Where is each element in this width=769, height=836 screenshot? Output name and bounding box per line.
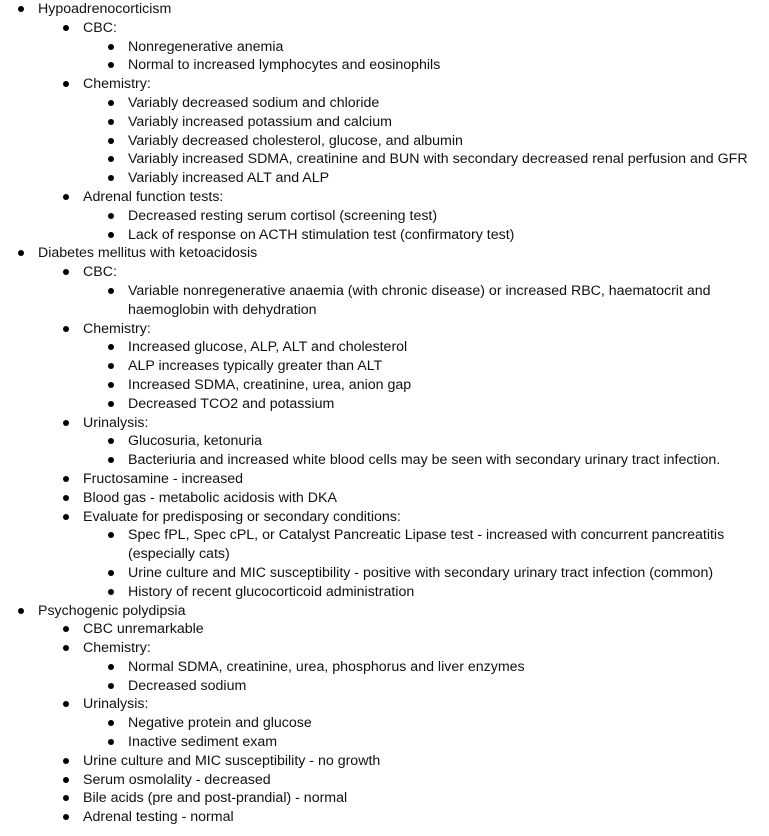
finding-item <box>0 338 769 357</box>
subsection-chemistry <box>0 75 769 94</box>
bullet-icon <box>63 25 69 31</box>
bullet-icon <box>108 232 114 238</box>
subsection-adrenal-testing-normal <box>0 808 769 827</box>
finding-item-text: Spec fPL, Spec cPL, or Catalyst Pancreatic Lipase test - increased with concurrent pancreatitis (especially cats) <box>128 527 725 563</box>
finding-item <box>0 376 769 395</box>
bullet-icon <box>63 269 69 275</box>
bullet-icon <box>63 476 69 482</box>
subsection-fructosamine-increased <box>0 470 769 489</box>
finding-item-text: Bacteriuria and increased white blood cells may be seen with secondary urinary tract infection. <box>128 452 721 469</box>
finding-item <box>0 432 769 451</box>
subsection-blood-gas-metabolic-acidosis-with-dka-text: Blood gas - metabolic acidosis with DKA <box>83 489 337 506</box>
bullet-icon <box>108 532 114 538</box>
bullet-icon <box>108 664 114 670</box>
section-diabetes-mellitus-with-ketoacidosis-text: Diabetes mellitus with ketoacidosis <box>38 245 258 262</box>
finding-item-text: Increased glucose, ALP, ALT and cholesterol <box>128 339 408 356</box>
subsection-chemistry-text: Chemistry: <box>83 76 151 93</box>
finding-item-text: Variably decreased cholesterol, glucose, and albumin <box>128 132 463 149</box>
subsection-urinalysis-text: Urinalysis: <box>83 696 149 713</box>
finding-item <box>0 714 769 733</box>
finding-item <box>0 132 769 151</box>
subsection-chemistry-text: Chemistry: <box>83 320 151 337</box>
finding-item-text: Variable nonregenerative anaemia (with chronic disease) or increased RBC, haematocrit and haemoglobin with dehydration <box>128 282 711 318</box>
bullet-icon <box>108 438 114 444</box>
finding-item <box>0 526 769 564</box>
bullet-icon <box>108 457 114 463</box>
subsection-urinalysis-text: Urinalysis: <box>83 414 149 431</box>
finding-item-text: Normal SDMA, creatinine, urea, phosphorus and liver enzymes <box>128 658 525 675</box>
bullet-icon <box>108 156 114 162</box>
section-psychogenic-polydipsia-text: Psychogenic polydipsia <box>38 602 186 619</box>
finding-item-text: Negative protein and glucose <box>128 715 312 732</box>
bullet-icon <box>63 777 69 783</box>
subsection-chemistry <box>0 639 769 658</box>
bullet-icon <box>108 44 114 50</box>
bullet-icon <box>108 213 114 219</box>
finding-item-text: Nonregenerative anemia <box>128 38 284 55</box>
subsection-chemistry-text: Chemistry: <box>83 640 151 657</box>
bullet-icon <box>18 250 24 256</box>
bullet-icon <box>63 814 69 820</box>
finding-item <box>0 150 769 169</box>
subsection-blood-gas-metabolic-acidosis-with-dka <box>0 489 769 508</box>
finding-item-text: Decreased TCO2 and potassium <box>128 395 335 412</box>
finding-item <box>0 38 769 57</box>
subsection-cbc-text: CBC: <box>83 19 117 36</box>
finding-item <box>0 282 769 320</box>
bullet-icon <box>108 100 114 106</box>
finding-item-text: Inactive sediment exam <box>128 734 278 751</box>
subsection-chemistry <box>0 320 769 339</box>
subsection-bile-acids-pre-and-post-prandial-normal <box>0 789 769 808</box>
section-hypoadrenocorticism-text: Hypoadrenocorticism <box>38 1 172 17</box>
finding-item-text: History of recent glucocorticoid administration <box>128 583 415 600</box>
bullet-icon <box>63 420 69 426</box>
finding-item-text: Urine culture and MIC susceptibility - positive with secondary urinary tract infection (common) <box>128 564 714 581</box>
bullet-icon <box>108 363 114 369</box>
subsection-adrenal-function-tests <box>0 188 769 207</box>
finding-item-text: Glucosuria, ketonuria <box>128 433 263 450</box>
bullet-icon <box>63 795 69 801</box>
bullet-icon <box>63 701 69 707</box>
subsection-urine-culture-and-mic-susceptibility-no--text: Urine culture and MIC susceptibility - no growth <box>83 752 381 769</box>
bullet-icon <box>63 194 69 200</box>
finding-item-text: Increased SDMA, creatinine, urea, anion gap <box>128 376 412 393</box>
subsection-cbc-unremarkable-text: CBC unremarkable <box>83 621 204 638</box>
subsection-serum-osmolality-decreased-text: Serum osmolality - decreased <box>83 771 271 788</box>
subsection-urinalysis <box>0 695 769 714</box>
subsection-adrenal-testing-normal-text: Adrenal testing - normal <box>83 809 234 826</box>
bullet-icon <box>63 514 69 520</box>
finding-item <box>0 583 769 602</box>
bullet-icon <box>108 589 114 595</box>
finding-item <box>0 451 769 470</box>
subsection-fructosamine-increased-text: Fructosamine - increased <box>83 470 244 487</box>
bullet-icon <box>108 138 114 144</box>
finding-item <box>0 564 769 583</box>
finding-item <box>0 677 769 696</box>
finding-item <box>0 94 769 113</box>
finding-item <box>0 226 769 245</box>
finding-item-text: Lack of response on ACTH stimulation test (confirmatory test) <box>128 226 515 243</box>
bullet-icon <box>18 6 24 12</box>
finding-item <box>0 733 769 752</box>
finding-item <box>0 658 769 677</box>
finding-item <box>0 113 769 132</box>
bullet-icon <box>18 608 24 614</box>
finding-item-text: Variably decreased sodium and chloride <box>128 94 380 111</box>
bullet-icon <box>63 758 69 764</box>
finding-item-text: Variably increased potassium and calcium <box>128 113 392 130</box>
bullet-icon <box>63 495 69 501</box>
bullet-icon <box>63 626 69 632</box>
section-psychogenic-polydipsia <box>0 602 769 621</box>
bullet-icon <box>63 81 69 87</box>
subsection-cbc-text: CBC: <box>83 264 117 281</box>
finding-item <box>0 207 769 226</box>
subsection-evaluate-for-predisposing-or-secondary-c-text: Evaluate for predisposing or secondary conditions: <box>83 508 401 525</box>
bullet-icon <box>108 683 114 689</box>
finding-item <box>0 56 769 75</box>
subsection-urine-culture-and-mic-susceptibility-no- <box>0 752 769 771</box>
finding-item-text: Decreased resting serum cortisol (screening test) <box>128 207 438 224</box>
finding-item-text: Decreased sodium <box>128 677 247 694</box>
bullet-icon <box>108 175 114 181</box>
bullet-icon <box>108 570 114 576</box>
finding-item <box>0 395 769 414</box>
finding-item <box>0 357 769 376</box>
subsection-urinalysis <box>0 414 769 433</box>
finding-item-text: Normal to increased lymphocytes and eosinophils <box>128 57 441 74</box>
finding-item-text: ALP increases typically greater than ALT <box>128 358 383 375</box>
bullet-icon <box>63 645 69 651</box>
subsection-cbc <box>0 263 769 282</box>
bullet-icon <box>63 326 69 332</box>
bullet-icon <box>108 119 114 125</box>
bullet-icon <box>108 401 114 407</box>
bullet-icon <box>108 288 114 294</box>
bullet-icon <box>108 720 114 726</box>
subsection-cbc <box>0 19 769 38</box>
section-hypoadrenocorticism <box>0 0 769 19</box>
section-diabetes-mellitus-with-ketoacidosis <box>0 244 769 263</box>
finding-item-text: Variably increased ALT and ALP <box>128 170 330 187</box>
subsection-bile-acids-pre-and-post-prandial-normal-text: Bile acids (pre and post-prandial) - normal <box>83 790 348 807</box>
finding-item-text: Variably increased SDMA, creatinine and BUN with secondary decreased renal perfusion and GFR <box>128 151 748 168</box>
bullet-icon <box>108 62 114 68</box>
subsection-evaluate-for-predisposing-or-secondary-c <box>0 508 769 527</box>
bullet-icon <box>108 739 114 745</box>
subsection-cbc-unremarkable <box>0 620 769 639</box>
subsection-serum-osmolality-decreased <box>0 771 769 790</box>
subsection-adrenal-function-tests-text: Adrenal function tests: <box>83 188 224 205</box>
finding-item <box>0 169 769 188</box>
bullet-icon <box>108 344 114 350</box>
bullet-icon <box>108 382 114 388</box>
